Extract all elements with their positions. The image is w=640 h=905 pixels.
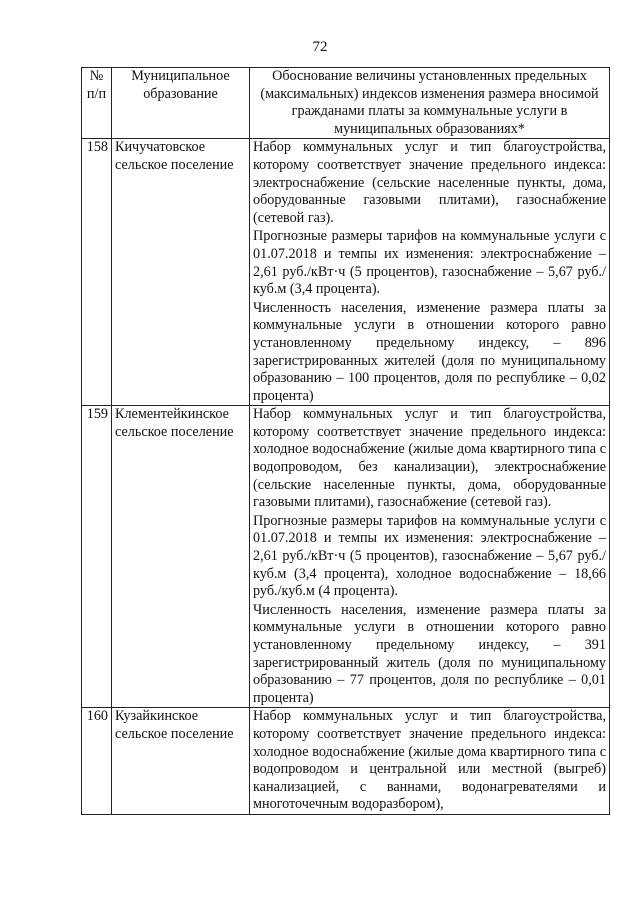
header-municipality: Муниципальное образование bbox=[112, 68, 250, 139]
municipality-name: Кузайкинское сельское поселение bbox=[112, 708, 250, 815]
justification-cell bbox=[250, 139, 610, 406]
page-number: 72 bbox=[312, 39, 328, 55]
municipality-name: Клементейкинское сельское поселение bbox=[112, 406, 250, 708]
table-row bbox=[82, 708, 610, 815]
services-paragraph: Набор коммунальных услуг и тип благоустройства, которому соответствует значение предельного индекса: холодное водоснабжение (жилые дома квартирного типа с водопроводом и центральной или местной (выгреб) канализацией, с ваннами, водонагревателями и многоточечным водоразбором), bbox=[253, 708, 606, 813]
table-row bbox=[82, 406, 610, 708]
tariffs-paragraph: Прогнозные размеры тарифов на коммунальные услуги с 01.07.2018 и темпы их изменения: электроснабжение – 2,61 руб./кВт·ч (5 процентов), газоснабжение – 5,67 руб./куб.м (3,4 процента). bbox=[253, 228, 606, 298]
population-paragraph: Численность населения, изменение размера платы за коммунальные услуги в отношении которого равно установленному предельному индексу, – 391 зарегистрированный житель (доля по муниципальному образованию – 77 процентов, доля по республике – 0,01 процента) bbox=[253, 601, 606, 706]
row-number: 160 bbox=[82, 708, 112, 815]
justification-cell bbox=[250, 708, 610, 815]
row-number: 158 bbox=[82, 139, 112, 406]
population-paragraph: Численность населения, изменение размера платы за коммунальные услуги в отношении которого равно установленному предельному индексу, – 896 зарегистрированных жителей (доля по муниципальному образованию – 100 процентов, доля по республике – 0,02 процента) bbox=[253, 299, 606, 404]
municipality-name: Кичучатовское сельское поселение bbox=[112, 139, 250, 406]
services-paragraph: Набор коммунальных услуг и тип благоустройства, которому соответствует значение предельного индекса: электроснабжение (сельские населенные пункты, дома, оборудованные газовыми плитами), газоснабжение (сетевой газ). bbox=[253, 139, 606, 226]
header-num: № п/п bbox=[82, 68, 112, 139]
row-number: 159 bbox=[82, 406, 112, 708]
table-row bbox=[82, 139, 610, 406]
tariffs-paragraph: Прогнозные размеры тарифов на коммунальные услуги с 01.07.2018 и темпы их изменения: электроснабжение – 2,61 руб./кВт·ч (5 процентов), газоснабжение – 5,67 руб./куб.м (3,4 процента), холодное водоснабжение – 18,66 руб./куб.м (4 процента). bbox=[253, 512, 606, 600]
justification-table bbox=[81, 67, 610, 815]
header-justification: Обоснование величины установленных предельных (максимальных) индексов изменения размера вносимой гражданами платы за коммунальные услуги в муниципальных образованиях* bbox=[250, 68, 610, 139]
services-paragraph: Набор коммунальных услуг и тип благоустройства, которому соответствует значение предельного индекса: холодное водоснабжение (жилые дома квартирного типа с водопроводом, без канализации), электроснабжение (сельские населенные пункты, дома, оборудованные газовыми плитами), газоснабжение (сетевой газ). bbox=[253, 406, 606, 511]
justification-cell bbox=[250, 406, 610, 708]
table-header-row bbox=[82, 68, 610, 139]
